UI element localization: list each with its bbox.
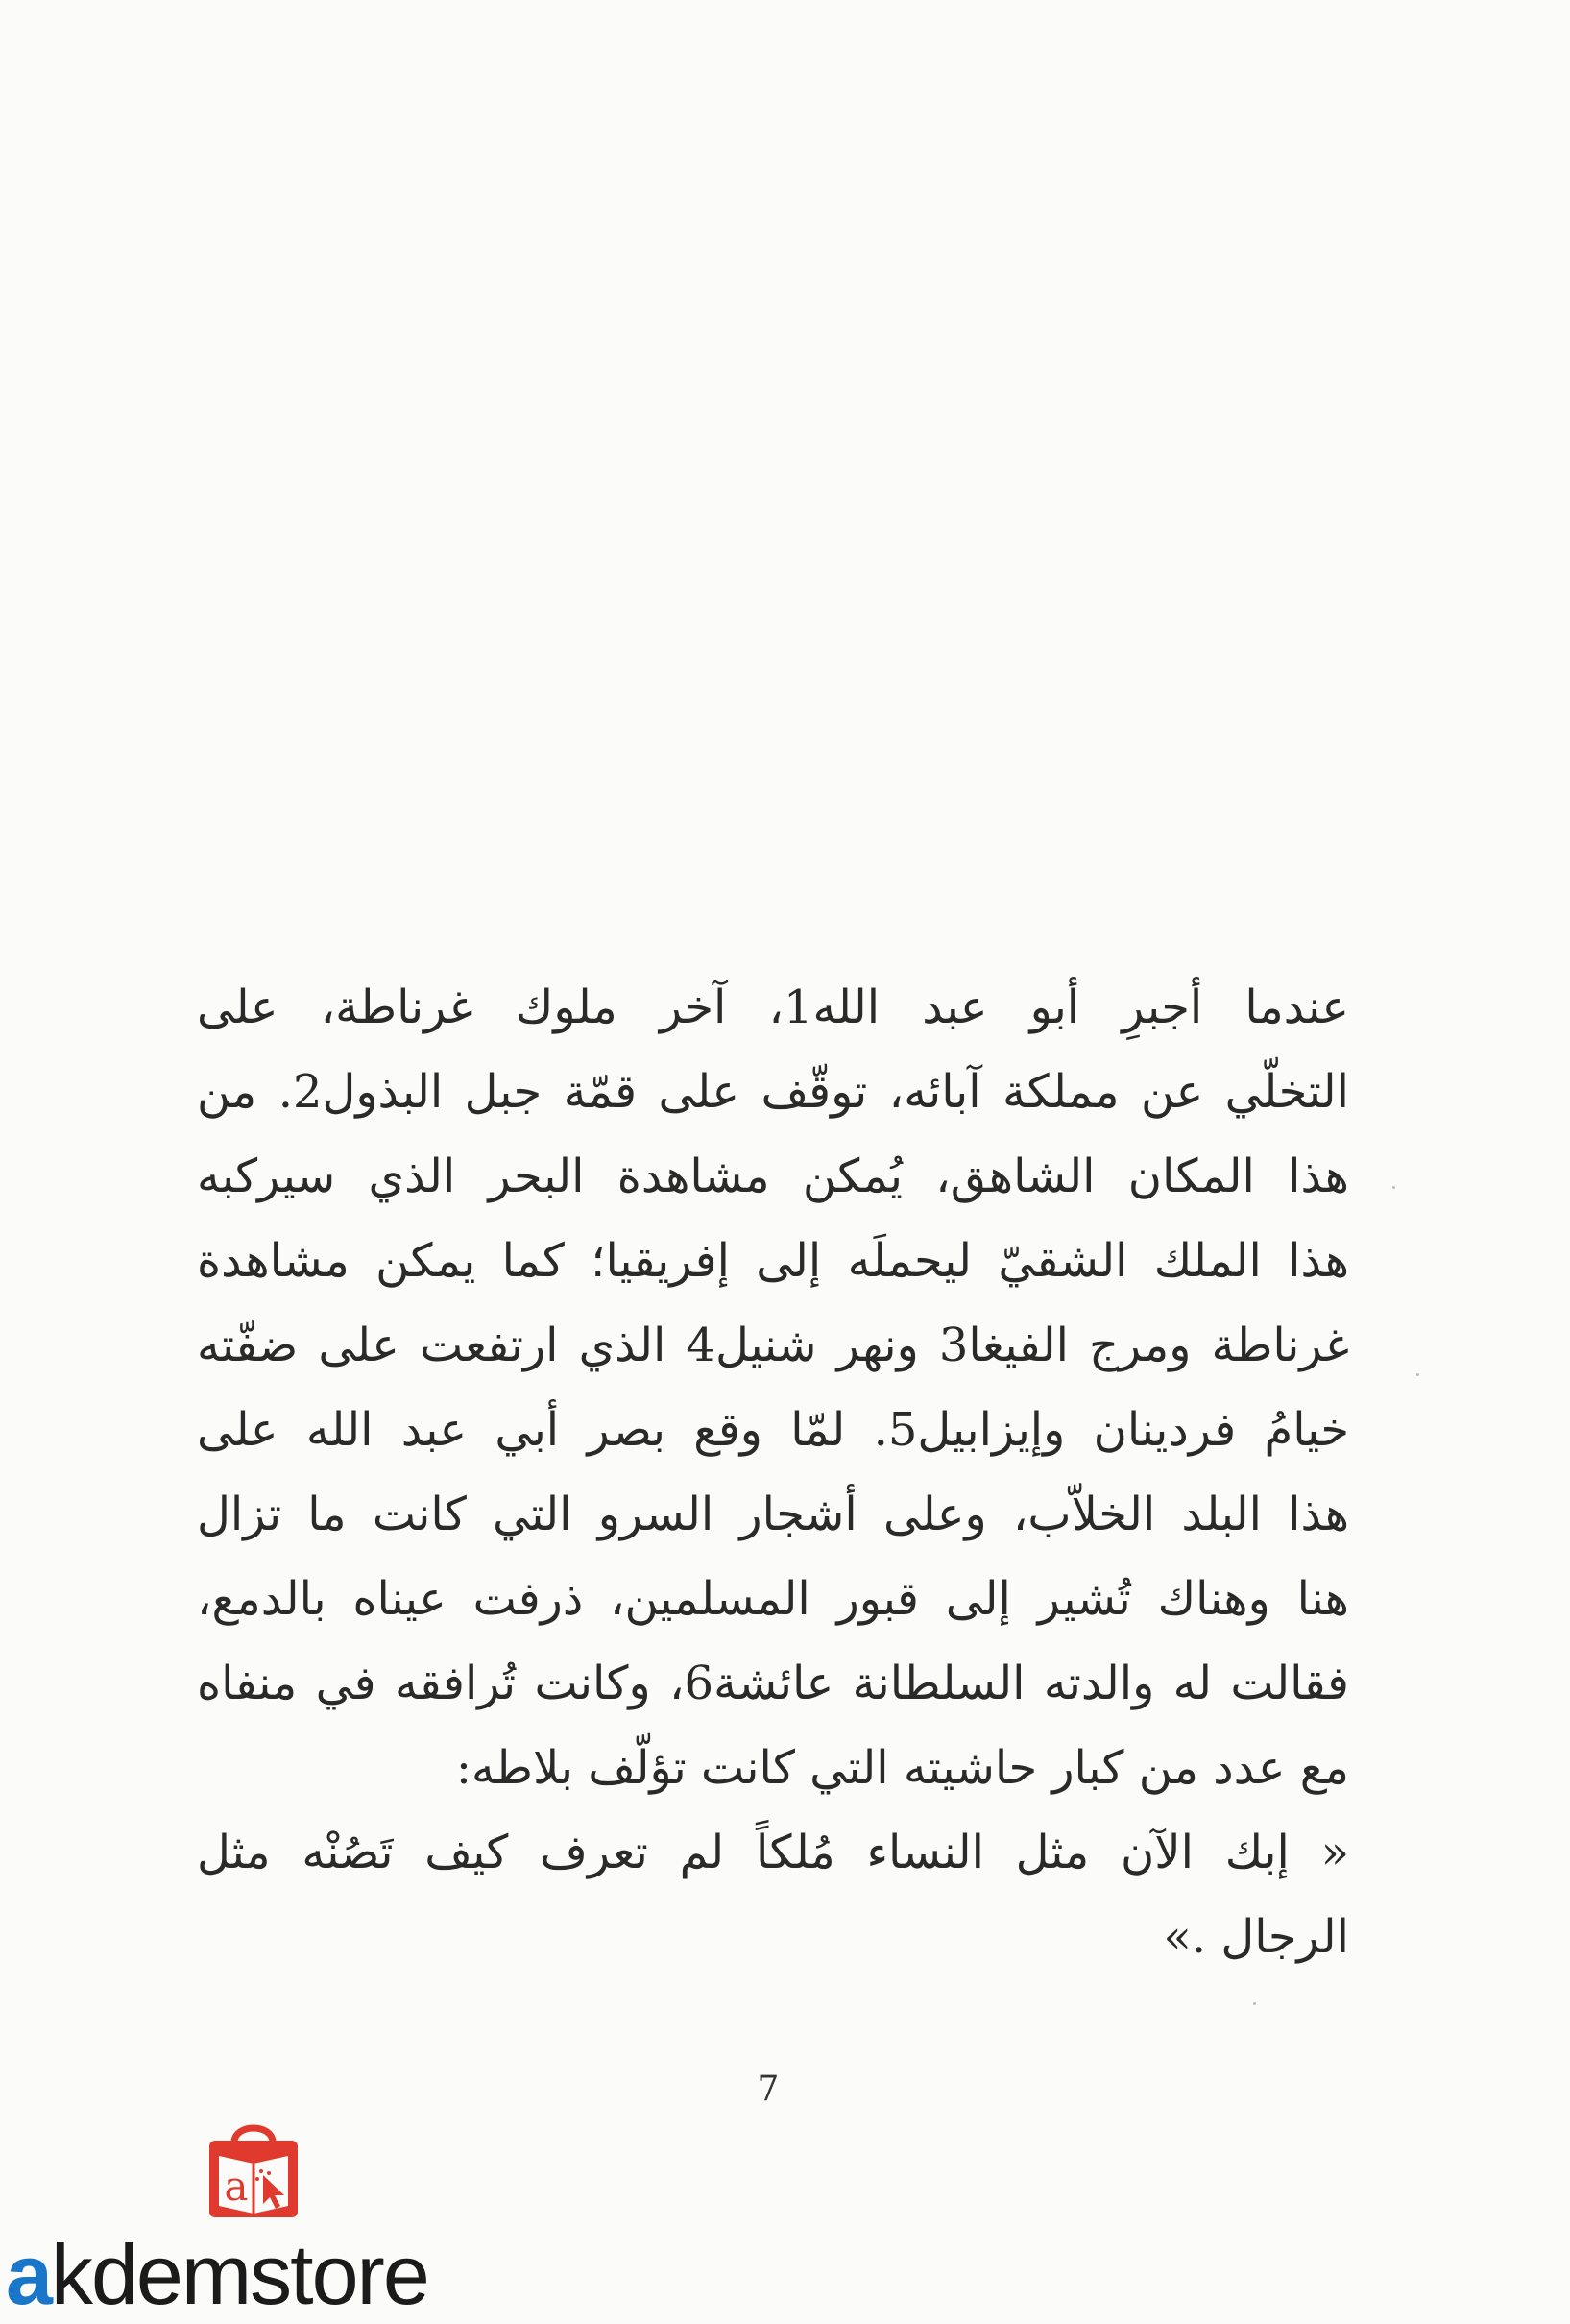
page-number: 7 bbox=[757, 2070, 780, 2109]
text-line-1: عندما أجبرِ أبو عبد الله1، آخر ملوك غرناطة، على bbox=[197, 980, 1349, 1034]
logo-rest-text: kdemstore bbox=[50, 2227, 428, 2322]
text-line-8: هنا وهناك تُشير إلى قبور المسلمين، ذرفت عيناه بالدمع، bbox=[197, 1572, 1349, 1626]
text-line-6: خيامُ فردينان وإيزابيل5. لمّا وقع بصر أبي عبد الله على bbox=[197, 1403, 1349, 1457]
shopping-bag-icon bbox=[200, 2118, 307, 2223]
scan-speck bbox=[1416, 1373, 1419, 1376]
bag-letter: a bbox=[224, 2163, 249, 2210]
text-line-12: الرجال .» bbox=[1163, 1910, 1349, 1964]
text-line-9: فقالت له والدته السلطانة عائشة6، وكانت تُرافقه في منفاه bbox=[197, 1657, 1349, 1710]
body-paragraph bbox=[197, 965, 1349, 1979]
scan-speck bbox=[1392, 1186, 1395, 1189]
scan-speck bbox=[1253, 2002, 1256, 2005]
text-line-5: غرناطة ومرج الفيغا3 ونهر شنيل4 الذي ارتفعت على ضفّته bbox=[197, 1319, 1349, 1372]
text-line-11: « إبك الآن مثل النساء مُلكاً لم تعرف كيف تَصُنْه مثل bbox=[197, 1826, 1349, 1879]
text-line-7: هذا البلد الخلاّب، وعلى أشجار السرو التي كانت ما تزال bbox=[197, 1488, 1349, 1541]
store-logo-wordmark bbox=[6, 2226, 428, 2324]
text-line-4: هذا الملك الشقيّ ليحملَه إلى إفريقيا؛ كما يمكن مشاهدة bbox=[197, 1234, 1349, 1288]
text-line-3: هذا المكان الشاهق، يُمكن مشاهدة البحر الذي سيركبه bbox=[197, 1150, 1349, 1203]
text-line-10: مع عدد من كبار حاشيته التي كانت تؤلّف بلاطه: bbox=[455, 1741, 1349, 1795]
text-line-2: التخلّي عن مملكة آبائه، توقّف على قمّة جبل البذول2. من bbox=[197, 1065, 1350, 1119]
logo-accent-letter: a bbox=[6, 2227, 51, 2322]
